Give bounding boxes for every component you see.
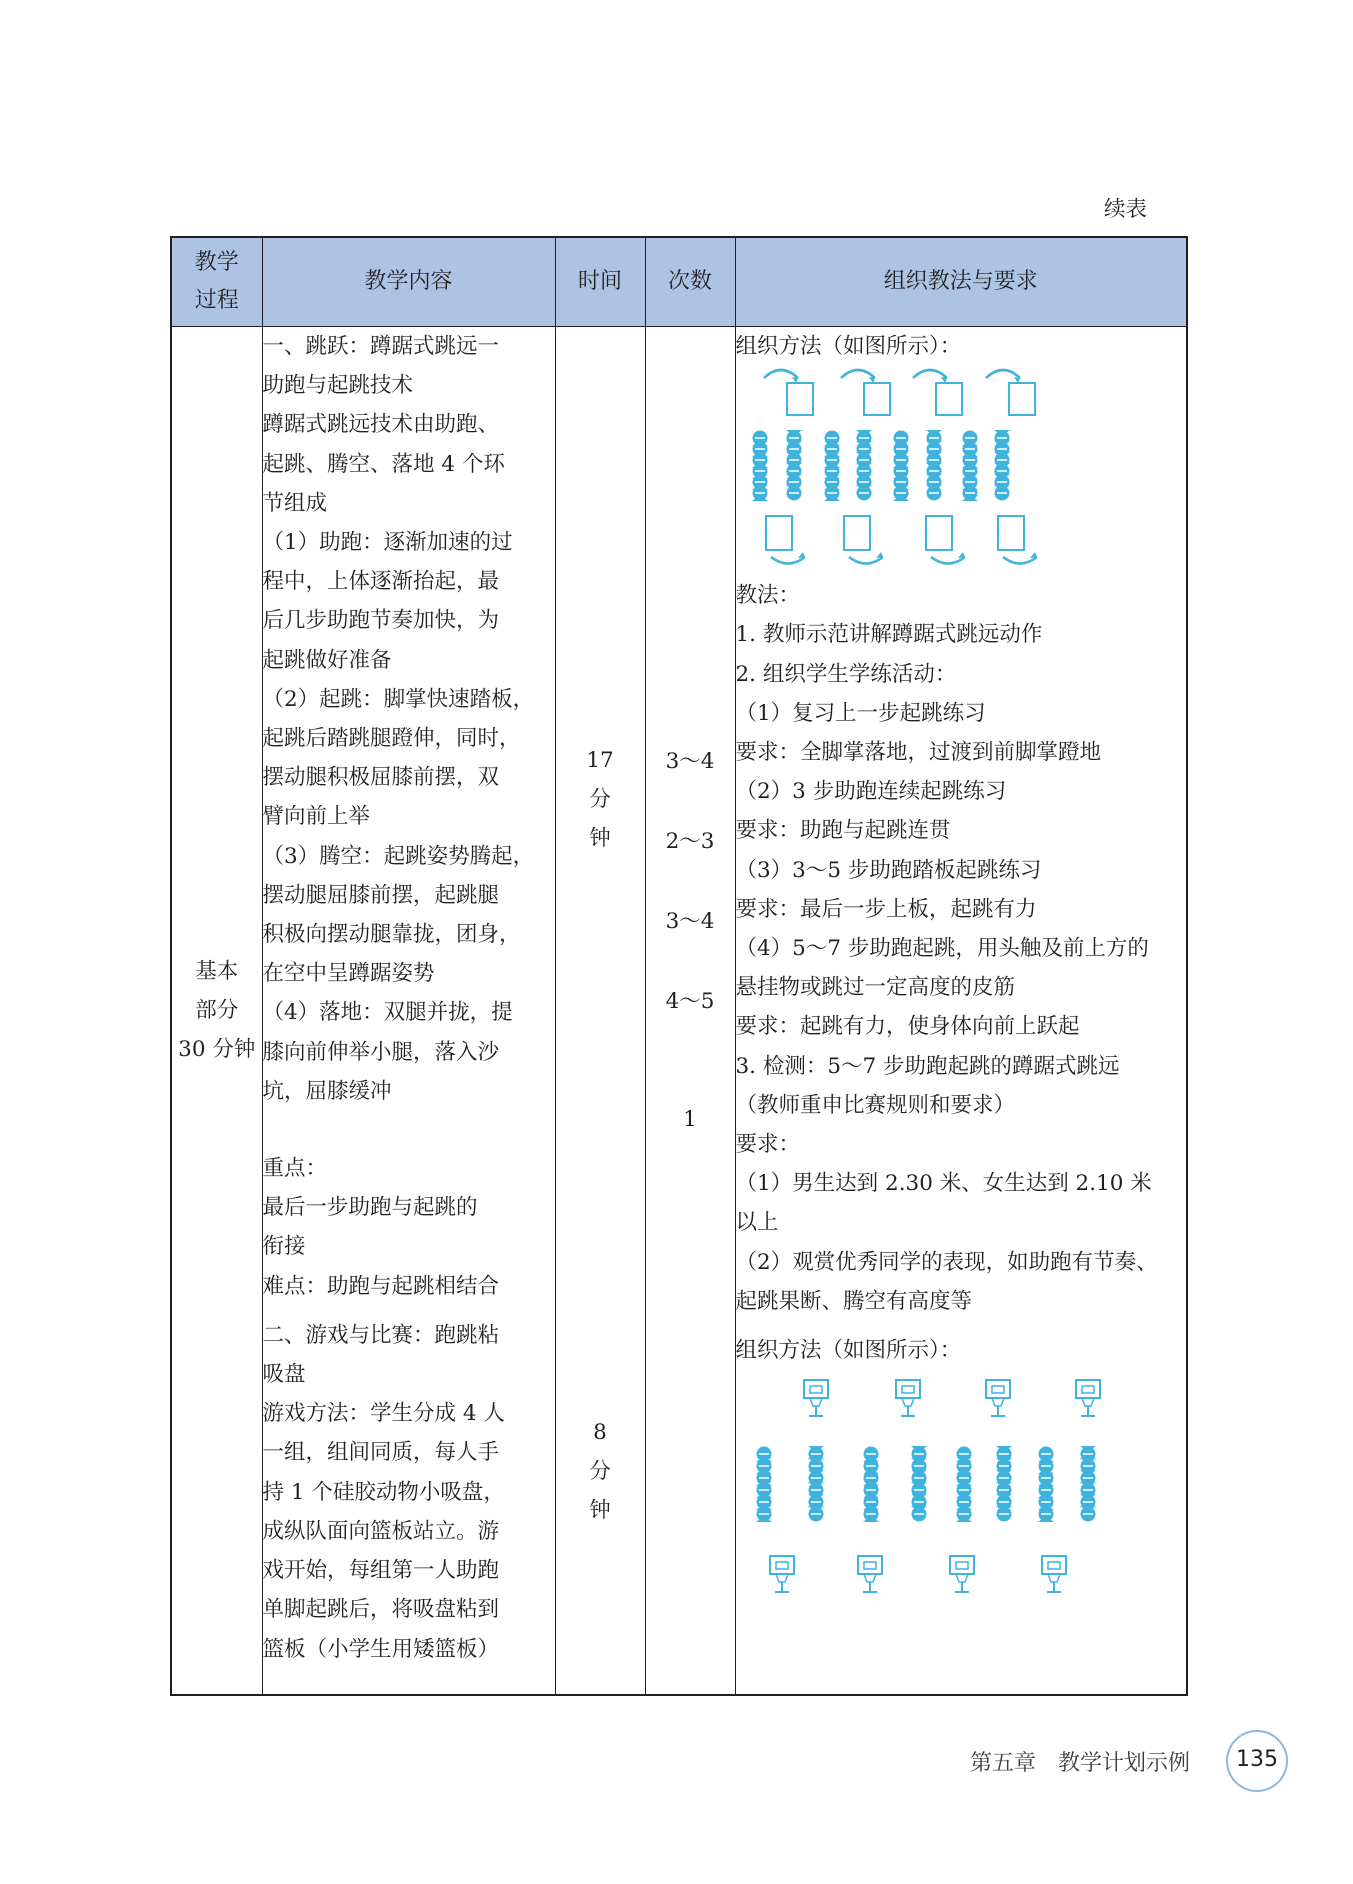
text-line: 在空中呈蹲踞姿势 [262, 961, 435, 987]
time2-value: 8 [593, 1420, 607, 1445]
student-column [956, 1447, 972, 1523]
text-line: 悬挂物或跳过一定高度的皮筋 [735, 975, 1016, 1001]
time2-unit1: 分 [589, 1459, 611, 1485]
basketball-hoop-icon [1076, 1380, 1100, 1416]
text-line: 助跑与起跳技术 [262, 373, 414, 399]
text-line: 吸盘 [262, 1362, 306, 1388]
time1-unit1: 分 [589, 787, 611, 813]
org-title-1: 组织方法（如图所示）： [735, 334, 962, 359]
basketball-hoop-icon [1042, 1556, 1066, 1592]
header-content: 教学内容 [262, 237, 555, 327]
text-line: 戏开始，每组第一人助跑 [262, 1558, 500, 1584]
header-row [171, 237, 1187, 327]
curved-arrow [771, 557, 805, 564]
text-line: （1）男生达到 2.30 米、女生达到 2.10 米 [735, 1171, 1152, 1197]
jump-box [936, 383, 962, 415]
text-line: 重点： [262, 1156, 328, 1182]
text-line: 积极向摆动腿靠拢，团身， [262, 922, 521, 948]
jump-box [766, 516, 792, 550]
text-line: 成纵队面向篮板站立。游 [262, 1518, 500, 1544]
text-line: （1）复习上一步起跳练习 [735, 700, 986, 726]
text-line: 起跳做好准备 [262, 647, 392, 673]
basketball-hoop-icon [950, 1556, 974, 1592]
student-column [926, 430, 942, 501]
time-block-1 [556, 741, 645, 859]
text-line: 游戏方法：学生分成 4 人 [262, 1401, 505, 1427]
student-column [1080, 1446, 1096, 1522]
text-line: 起跳、腾空、落地 4 个环 [262, 451, 505, 477]
curved-arrow [986, 370, 1020, 378]
student-column [808, 1446, 824, 1522]
student-column [1038, 1447, 1054, 1523]
text-line: 起跳后踏跳腿蹬伸，同时， [262, 726, 521, 752]
curved-arrow [1003, 557, 1037, 564]
time-block-2 [556, 1413, 645, 1531]
arrow-head [958, 552, 965, 558]
time2-unit2: 钟 [589, 1498, 611, 1524]
text-line: 后几步助跑节奏加快，为 [262, 608, 500, 634]
student-column [893, 431, 909, 502]
text-line: 一、跳跃：蹲踞式跳远一 [262, 334, 500, 359]
time1-unit2: 钟 [589, 826, 611, 852]
chapter-footer: 第五章 教学计划示例 [970, 1751, 1191, 1776]
text-line: （3）腾空：起跳姿势腾起， [262, 843, 535, 869]
lesson-plan-table [170, 236, 1188, 1696]
text-line: 臂向前上举 [262, 804, 371, 830]
text-line: 摆动腿积极屈膝前摆，双 [262, 765, 500, 791]
text-line: 要求：助跑与起跳连贯 [735, 818, 951, 844]
student-column [756, 1447, 772, 1523]
count-cell [645, 327, 735, 1696]
count-1: 3～4 [665, 749, 715, 774]
game-formation-diagram [736, 1370, 1168, 1610]
text-line: 摆动腿屈膝前摆，起跳腿 [262, 882, 500, 908]
content-part2 [263, 1316, 555, 1669]
count-5: 1 [683, 1107, 697, 1132]
text-line: 1. 教师示范讲解蹲踞式跳远动作 [735, 622, 1043, 648]
process-line1: 基本 [195, 959, 239, 984]
text-line: 要求：全脚掌落地，过渡到前脚掌蹬地 [735, 740, 1102, 766]
count-4: 4～5 [665, 989, 715, 1014]
long-jump-formation-diagram [736, 366, 1168, 576]
text-line: （2）3 步助跑连续起跳练习 [735, 779, 1007, 805]
jump-box [787, 383, 813, 415]
text-line: （2）观赏优秀同学的表现，如助跑有节奏、 [735, 1249, 1158, 1275]
text-line: （4）5～7 步助跑起跳，用头触及前上方的 [735, 936, 1149, 962]
student-column [911, 1446, 927, 1522]
student-column [863, 1447, 879, 1523]
text-line: 2. 组织学生学练活动： [735, 661, 957, 687]
text-line: 起跳果断、腾空有高度等 [735, 1288, 973, 1314]
text-line: 教法： [735, 583, 801, 609]
page-number: 135 [1226, 1730, 1288, 1792]
text-line: 篮板（小学生用矮篮板） [262, 1636, 500, 1662]
count-3: 3～4 [665, 909, 715, 934]
curved-arrow [931, 557, 965, 564]
header-time: 时间 [555, 237, 645, 327]
basketball-hoop-icon [986, 1380, 1010, 1416]
curved-arrow [913, 370, 947, 378]
text-line: 要求：最后一步上板，起跳有力 [735, 896, 1037, 922]
student-column [996, 1446, 1012, 1522]
text-line: 节组成 [262, 490, 328, 516]
text-line: 程中，上体逐渐抬起，最 [262, 569, 500, 595]
text-line: 单脚起跳后，将吸盘粘到 [262, 1597, 500, 1623]
content-part1 [263, 327, 555, 1111]
text-line: 二、游戏与比赛：跑跳粘 [262, 1322, 500, 1348]
student-column [786, 430, 802, 501]
arrow-head [1030, 552, 1037, 558]
process-line2: 部分 [195, 998, 239, 1023]
org-title-2: 组织方法（如图所示）： [735, 1338, 962, 1364]
header-count: 次数 [645, 237, 735, 327]
text-line: （4）落地：双腿并拢，提 [262, 1000, 513, 1026]
text-line: 蹲踞式跳远技术由助跑、 [262, 412, 500, 438]
jump-box [926, 516, 952, 550]
student-column [994, 430, 1010, 501]
student-column [824, 431, 840, 502]
content-key-points [263, 1149, 555, 1306]
jump-box [844, 516, 870, 550]
text-line: 衔接 [262, 1234, 306, 1260]
text-line: 要求：起跳有力，使身体向前上跃起 [735, 1014, 1080, 1040]
basketball-hoop-icon [858, 1556, 882, 1592]
time1-value: 17 [586, 748, 614, 773]
process-line3: 30 分钟 [178, 1037, 256, 1062]
jump-box [864, 383, 890, 415]
text-line: （1）助跑：逐渐加速的过 [262, 530, 513, 556]
header-organization: 组织教法与要求 [735, 237, 1187, 327]
continued-label: 续表 [1104, 197, 1148, 222]
text-line: （2）起跳：脚掌快速踏板， [262, 686, 535, 712]
text-line: （3）3～5 步助跑踏板起跳练习 [735, 857, 1042, 883]
text-line: 难点：助跑与起跳相结合 [262, 1273, 500, 1299]
text-line: 以上 [735, 1210, 779, 1236]
content-cell [262, 327, 555, 1696]
jump-box [998, 516, 1024, 550]
text-line: （教师重申比赛规则和要求） [735, 1092, 1016, 1118]
jump-box [1009, 383, 1035, 415]
text-line: 要求： [735, 1132, 801, 1158]
basketball-hoop-icon [896, 1380, 920, 1416]
basketball-hoop-icon [804, 1380, 828, 1416]
time-cell [555, 327, 645, 1696]
header-process-line2: 过程 [194, 288, 239, 313]
curved-arrow [841, 370, 875, 378]
organization-cell [735, 327, 1187, 1696]
process-cell [171, 327, 262, 1696]
header-process [171, 237, 262, 327]
header-process-line1: 教学 [194, 250, 239, 275]
student-column [856, 430, 872, 501]
text-line: 一组，组间同质，每人手 [262, 1440, 500, 1466]
text-line: 持 1 个硅胶动物小吸盘， [262, 1479, 505, 1505]
org-lines [736, 576, 1187, 1321]
text-line: 最后一步助跑与起跳的 [262, 1195, 478, 1221]
arrow-head [798, 552, 805, 558]
text-line: 坑，屈膝缓冲 [262, 1078, 392, 1104]
student-column [962, 431, 978, 502]
arrow-head [876, 552, 883, 558]
curved-arrow [849, 557, 883, 564]
body-row [171, 327, 1187, 1696]
text-line: 3. 检测：5～7 步助跑起跳的蹲踞式跳远 [735, 1053, 1120, 1079]
curved-arrow [764, 370, 798, 378]
basketball-hoop-icon [770, 1556, 794, 1592]
text-line: 膝向前伸举小腿，落入沙 [262, 1039, 500, 1065]
count-2: 2～3 [665, 829, 715, 854]
student-column [752, 431, 768, 502]
